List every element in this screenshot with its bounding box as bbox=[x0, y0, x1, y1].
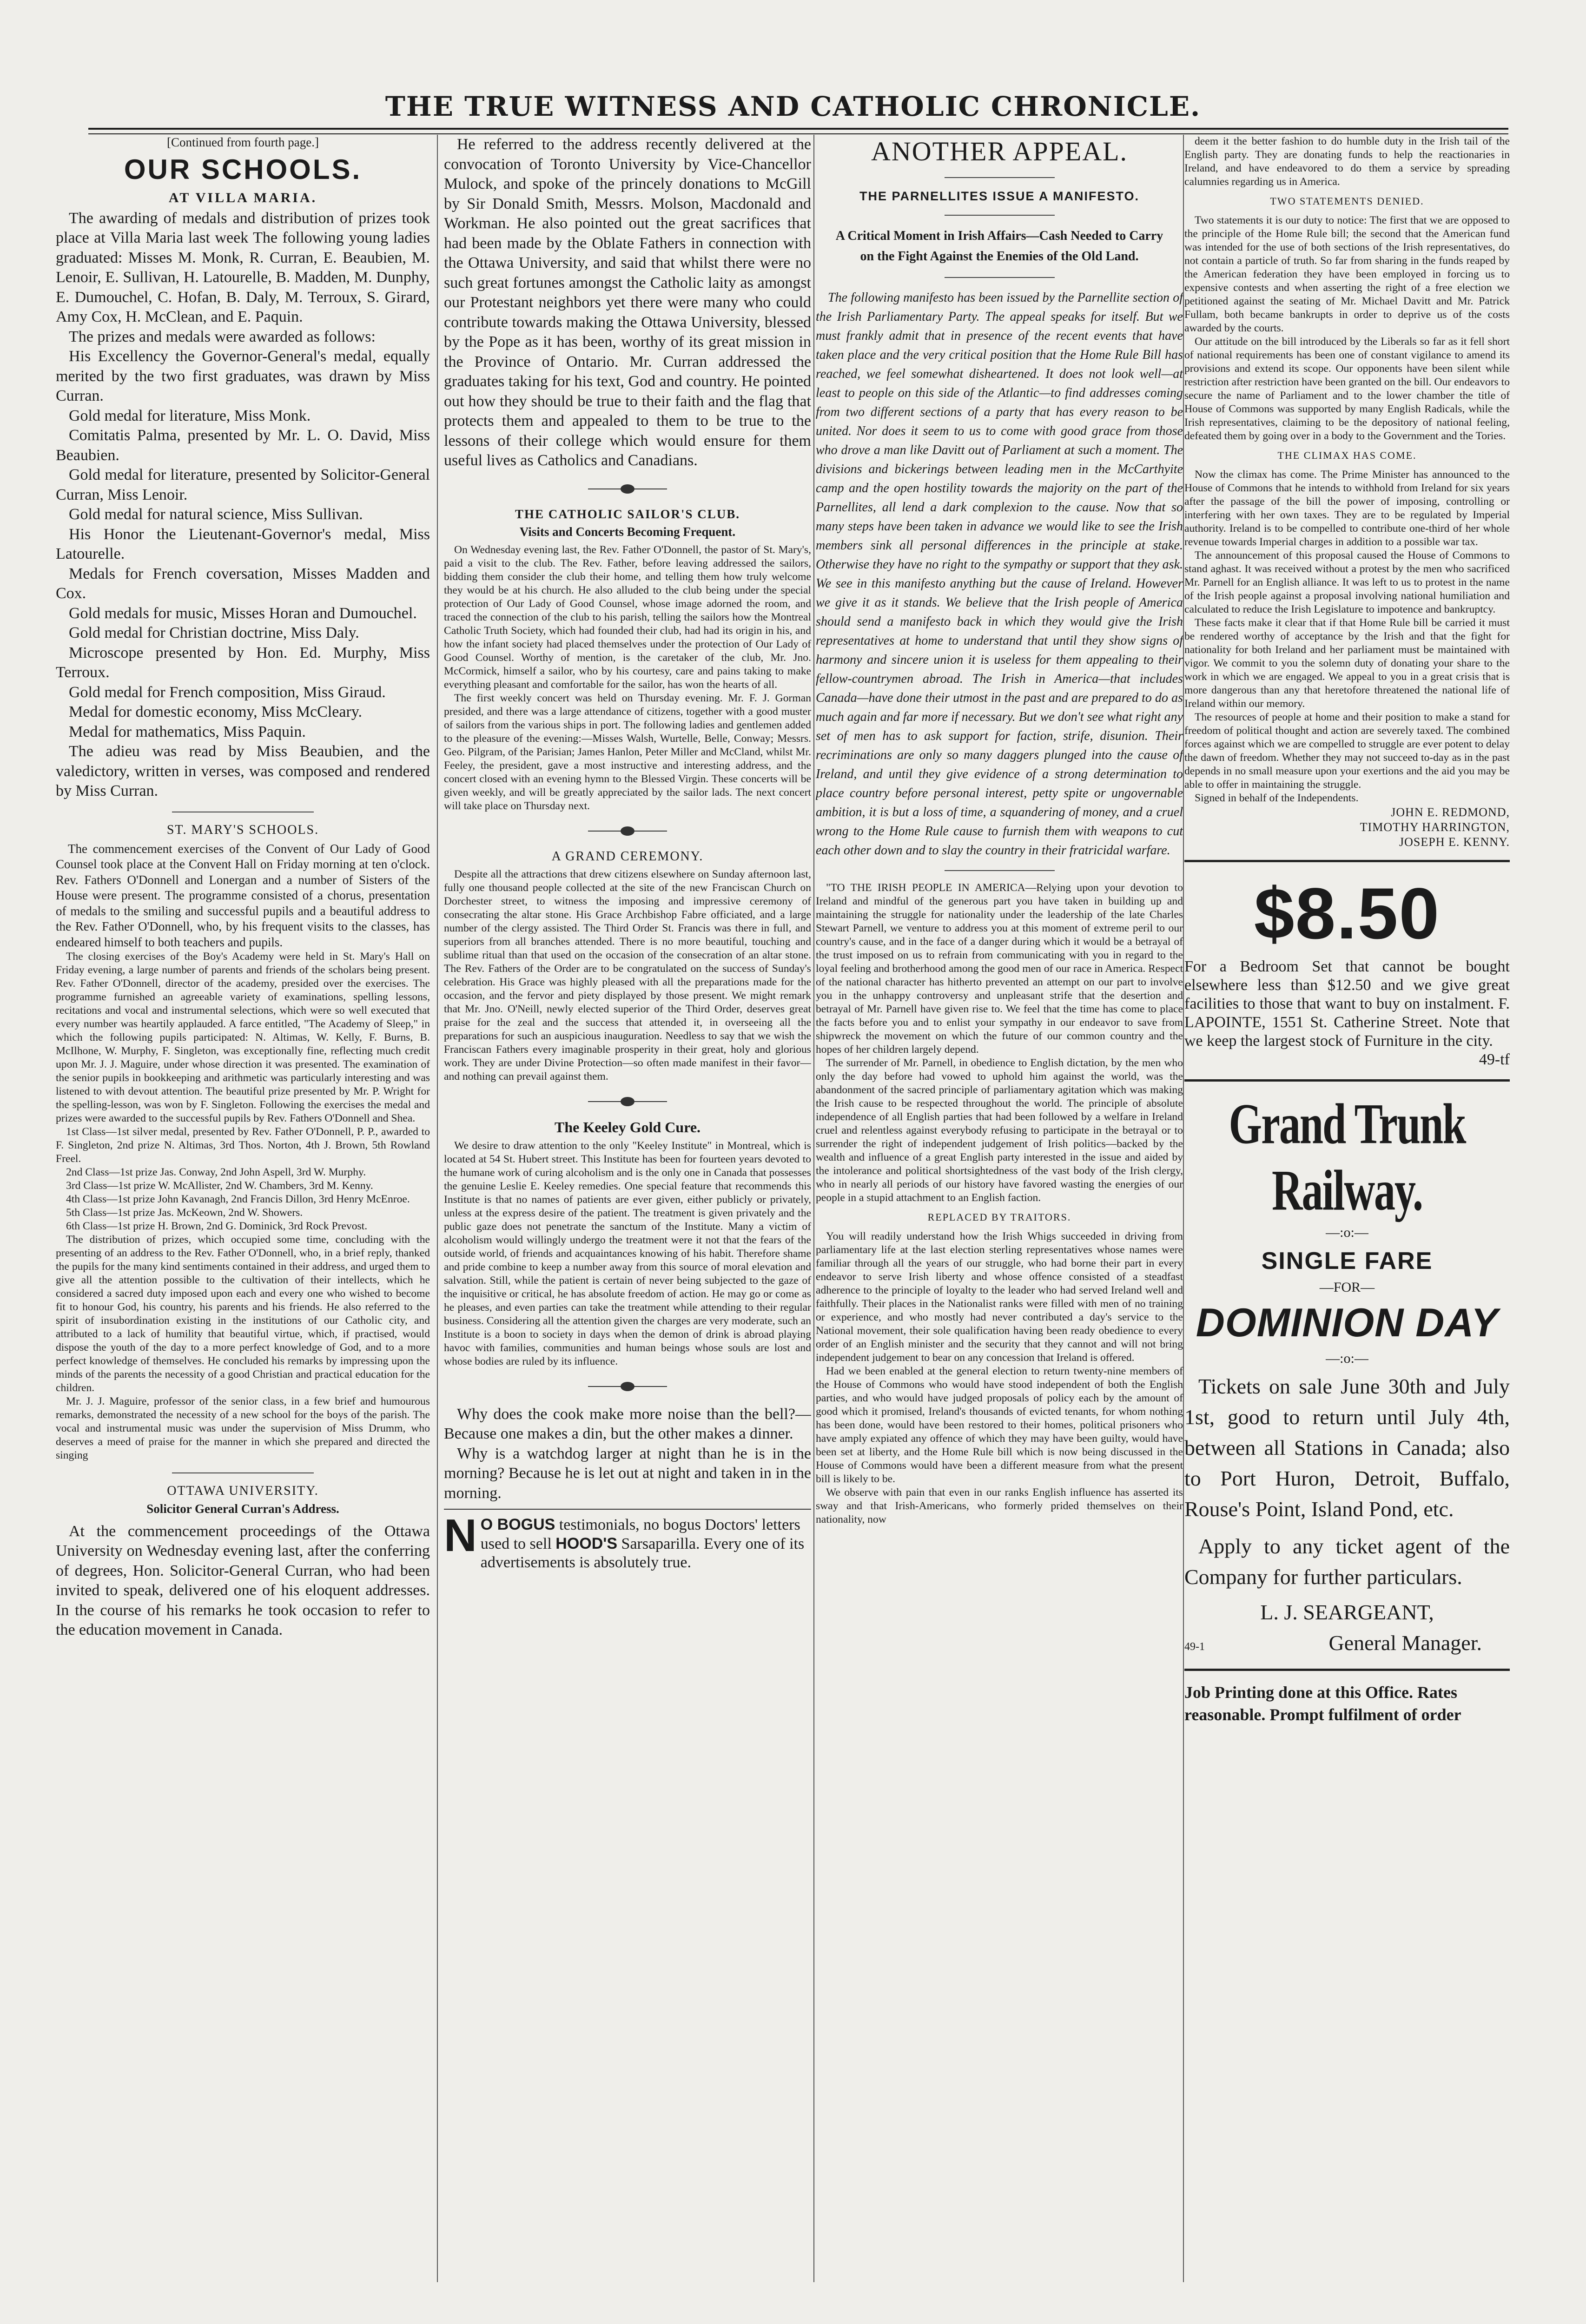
replaced-by-traitors-heading: REPLACED BY TRAITORS. bbox=[927, 1211, 1071, 1223]
paragraph: Microscope presented by Hon. Ed. Murphy, Miss Terroux. bbox=[56, 644, 430, 681]
paragraph: Had we been enabled at the general election to return twenty-nine members of the House of Commons who would have stood independent of both the English parties, and who would have judged proposals of policy each by the amount of good which it promised, Ireland's thousands of evicted tenants, for whom nothing has been done, would have been restored to their homes, political prisoners who have amply expiated any offence of which they may have been guilty, would have been set at liberty, and the Home Rule bill which is now being discussed in the House of Commons would have been a different measure from what the present bill is likely to be. bbox=[816, 1365, 1183, 1485]
climax-heading: THE CLIMAX HAS COME. bbox=[1277, 449, 1417, 461]
column-4 bbox=[1184, 135, 1510, 1726]
railway-title: Grand Trunk Railway. bbox=[1229, 1091, 1466, 1222]
paragraph: Gold medal for natural science, Miss Sullivan. bbox=[69, 506, 363, 523]
divider bbox=[172, 1472, 314, 1473]
column-2 bbox=[444, 135, 811, 1572]
paragraph: The awarding of medals and distribution of prizes took place at Villa Maria last week The following young ladies graduated: Misses M. Monk, R. Curran, E. Beaubien, M. Lenoir, E. Sullivan, H. Latourelle, B. Madden, M. Dunphy, E. Dumouchel, C. Hofan, B. Daly, M. Terroux, S. Girard, Amy Cox, H. McClean, and E. Paquin. bbox=[56, 209, 430, 325]
paragraph: Medals for French coversation, Misses Madden and Cox. bbox=[56, 565, 430, 602]
ad-brand: HOOD'S bbox=[555, 1535, 618, 1552]
sailors-club-subheading: Visits and Concerts Becoming Frequent. bbox=[519, 524, 736, 539]
column-divider bbox=[1183, 135, 1184, 2282]
column-divider bbox=[437, 135, 438, 2282]
paragraph: Medal for mathematics, Miss Paquin. bbox=[69, 723, 306, 740]
paragraph: The announcement of this proposal caused the House of Commons to stand aghast. It was received without a protest by the men who sacrificed Mr. Parnell for an English alliance. It was left to us to protest in the name of the Irish people against a proposal involving national humiliation and calculated to reduce the Irish Legislature to impotence and bankruptcy. bbox=[1184, 549, 1510, 615]
signer-name: JOSEPH E. KENNY. bbox=[1399, 835, 1510, 849]
our-schools-heading: OUR SCHOOLS. bbox=[124, 153, 362, 185]
paragraph: Gold medal for Christian doctrine, Miss Daly. bbox=[69, 624, 359, 641]
paragraph: 2nd Class—1st prize Jas. Conway, 2nd John Aspell, 3rd W. Murphy. bbox=[66, 1166, 366, 1178]
sailors-club-heading: THE CATHOLIC SAILOR'S CLUB. bbox=[515, 507, 740, 521]
column-3 bbox=[816, 135, 1183, 1526]
paragraph: 5th Class—1st prize Jas. McKeown, 2nd W. Showers. bbox=[66, 1207, 303, 1219]
ad-code: 49-1 bbox=[1184, 1641, 1205, 1653]
divider bbox=[945, 177, 1055, 178]
paragraph: 1st Class—1st silver medal, presented by Rev. Father O'Donnell, P. P., awarded to F. Singleton, 2nd prize N. Altimas, 3rd Thos. Norton, 4th J. Brown, 5th Rowland Freel. bbox=[56, 1126, 430, 1165]
paragraph: His Excellency the Governor-General's medal, equally merited by the two first graduates, was drawn by Miss Curran. bbox=[56, 348, 430, 404]
paragraph: The following manifesto has been issued by the Parnellite section of the Irish Parliamentary Party. The appeal speaks for itself. But we must frankly admit that in presence of the recent events that have taken place and the very critical position that the Home Rule Bill has reached, we feel somewhat disheartened. It does not look well—at least to people on this side of the Atlantic—to find addresses coming from two different sections of a party that has every reason to be united. Nor does it seem to us to come with good grace from those who drove a man like Davitt out of Parliament at such a moment. The divisions and bickerings between leading men in the McCarthyite camp and the open hostility towards the majority on the part of the Parnellites, all lend a dark complexion to the cause. Now that so many steps have been taken in advance we would like to see the Irish members sink all personal differences in the principle at stake. Otherwise they have no right to the sympathy or support that they ask. We see in this manifesto anything but the cause of Ireland. However we give it as it stands. We believe that the Irish people of America should send a manifesto back in which they would give the Irish representatives at home to understand that until they show signs of harmony and sincere union it is useless for them appealing to their fellow-countrymen abroad. The Irish in America—that includes Canada—have done their utmost in the past and are prepared to do as much again and far more if necessary. But we don't see what right any set of men has to ask support for faction, strife, disunion. Their recriminations are only so many daggers plunged into the cause of Ireland, and until they give evidence of a strong determination to place country before personal interest, petty spite or ungovernable ambition, it is but a loss of time, a squandering of money, and a cruel wrong to the Home Rule cause to furnish them with weapons to cut each other down and to slay the country in their fratricidal warfare. bbox=[816, 290, 1183, 858]
paragraph: Despite all the attractions that drew citizens elsewhere on Sunday afternoon last, fully one thousand people collected at the site of the new Franciscan Church on Dorchester street, to witness the imposing and impressive ceremony of consecrating the altar stone. His Grace Archbishop Fabre officiated, and a large number of the clergy assisted. The Third Order St. Francis was there in full, and superiors from all branches attended. There is no more beautiful, touching and sublime ritual than that used on the occasion of the consecration of an altar stone. The Rev. Fathers of the Order are to be congratulated on the success of Sunday's celebration. His Grace was highly pleased with all the preparations made for the occasion, and the fervor and piety displayed by those present. We might remark that Mr. Jno. O'Neill, newly elected superior of the Third Order, deserves great praise for the zeal and the success that attended it, in overseeing all the preparations for such an auspicious inauguration. Needless to say that we wish the Franciscan Fathers every imaginable prosperity in their great, holy and glorious work. They are under Divine Protection—so often made manifest in their favor—and nothing can prevail against them. bbox=[444, 868, 811, 1083]
divider bbox=[945, 870, 1055, 871]
ornament-divider bbox=[588, 826, 667, 836]
paragraph: The commencement exercises of the Convent of Our Lady of Good Counsel took place at the Convent Hall on Friday morning at ten o'clock. Rev. Fathers O'Donnell and Lonergan and a number of Sisters of the House were present. The programme consisted of a chorus, presentation of medals to the smiling and successful pupils and a beautiful address to the Rev. Father O'Donnell, who, by his frequent visits to the classes, has endeared himself to both teachers and pupils. bbox=[56, 841, 430, 949]
for-label: —FOR— bbox=[1319, 1280, 1375, 1295]
ad-lead: O BOGUS bbox=[480, 1516, 555, 1533]
ornament: —:o:— bbox=[1326, 1351, 1368, 1366]
paragraph: At the commencement proceedings of the Ottawa University on Wednesday evening last, after the conferring of degrees, Hon. Solicitor-General Curran, who had been invited to speak, delivered one of his eloquent addresses. In the course of his remarks he took occasion to refer to the education movement in Canada. bbox=[56, 1522, 430, 1638]
manager-name: L. J. SEARGEANT, bbox=[1260, 1600, 1434, 1624]
villa-maria-heading: AT VILLA MARIA. bbox=[168, 190, 317, 205]
ornament-divider bbox=[588, 1381, 667, 1392]
paragraph: Comitatis Palma, presented by Mr. L. O. David, Miss Beaubien. bbox=[56, 427, 430, 464]
divider bbox=[1184, 1669, 1510, 1671]
paragraph: Gold medals for music, Misses Horan and Dumouchel. bbox=[69, 604, 417, 622]
manager-title: General Manager. bbox=[1328, 1631, 1482, 1655]
paragraph: His Honor the Lieutenant-Governor's medal, Miss Latourelle. bbox=[56, 525, 430, 562]
paragraph: Gold medal for literature, Miss Monk. bbox=[69, 407, 311, 424]
paragraph: The distribution of prizes, which occupied some time, concluding with the presenting of an address to the Rev. Father O'Donnell, who, in a brief reply, thanked the pupils for the many kind sentiments contained in their address, and urged them to give all the attention possible to the cultivation of their intellects, which he considered a sacred duty imposed upon each and every one who wished to become fit to honour God, his country, his parents and his friends. He also referred to the spirit of insubordination existing in the institutions of our Catholic city, and attributed to a lack of humility that beautiful virtue, which, if practised, would dispose the youth of the day to a more perfect knowledge of God, and to a more perfect knowledge of themselves. He concluded his remarks by impressing upon the minds of the parents the necessity of a good Christian and practical education for the children. bbox=[56, 1234, 430, 1394]
two-statements-heading: TWO STATEMENTS DENIED. bbox=[1270, 195, 1424, 207]
paragraph: Two statements it is our duty to notice: The first that we are opposed to the principle of the Home Rule bill; the second that the American fund was intended for the use of both sections of the Irish representatives, do not contain a particle of truth. So far from sharing in the funds reaped by the American federation they have been employed in forcing us to expensive contests and when asserting the right of a free election we petitioned against the seating of Mr. Michael Davitt and Mr. Patrick Fullam, both became bankrupts in order to deprive us of the costs awarded by the courts. bbox=[1184, 214, 1510, 334]
paragraph: The adieu was read by Miss Beaubien, and the valedictory, written in verses, was composed and rendered by Miss Curran. bbox=[56, 743, 430, 799]
dominion-day-heading: DOMINION DAY bbox=[1196, 1301, 1499, 1345]
paragraph: Why is a watchdog larger at night than he is in the morning? Because he is let out at night and taken in in the morning. bbox=[444, 1445, 811, 1502]
masthead-rule bbox=[88, 128, 1508, 134]
tickets-text: Tickets on sale June 30th and July 1st, good to return until July 4th, between all Stations in Canada; also to Port Huron, Detroit, Buffalo, Rouse's Point, Island Pond, etc. bbox=[1184, 1374, 1510, 1521]
column-divider bbox=[813, 135, 814, 2282]
signer-name: JOHN E. REDMOND, bbox=[1391, 805, 1510, 819]
continued-note: [Continued from fourth page.] bbox=[167, 135, 319, 149]
ad-code: 49-tf bbox=[1479, 1051, 1510, 1068]
grand-trunk-ad bbox=[1184, 1091, 1510, 1658]
article-deck: A Critical Moment in Irish Affairs—Cash Needed to Carry on the Fight Against the Enemies of the Old Land. bbox=[835, 229, 1163, 264]
paragraph: We observe with pain that even in our ranks English influence has asserted its sway and that Irish-Americans, who formerly prided themselves on their nationality, now bbox=[816, 1486, 1183, 1525]
paragraph: Medal for domestic economy, Miss McCleary. bbox=[69, 703, 363, 720]
divider bbox=[1184, 1079, 1510, 1082]
paragraph: We desire to draw attention to the only "Keeley Institute" in Montreal, which is located at 54 St. Hubert street. This Institute has been for fourteen years devoted to the humane work of curing alcoholism and is the only one in Canada that possesses the genuine Leslie E. Keeley remedies. One special feature that recommends this Institute is that no names of patients are ever given, either publicly or privately, unless at the express desire of the patient. The treatment is given privately and the public gaze does not penetrate the sanctum of the Institute. Many a victim of alcoholism would willingly undergo the treatment were it not that the fears of the outside world, of friends and acquaintances knowing of his habit. Therefore shame and pride combine to keep a number away from this source of moral elevation and salvation. Still, while the patient is certain of never being subjected to the gaze of the inquisitive or critical, he has absolute freedom of action. He may go or come as he pleases, and even parties can take the treatment while attending to their regular business. Considering all the attention given the charges are very moderate, such an Institute is a boon to society in days when the demon of drink is abroad playing havoc with families, communities and human beings whose souls are lost and whose bodies are ruled by its influence. bbox=[444, 1139, 811, 1367]
paragraph: The prizes and medals were awarded as follows: bbox=[69, 328, 376, 345]
grand-ceremony-heading: A GRAND CEREMONY. bbox=[551, 849, 704, 864]
paragraph: Gold medal for literature, presented by Solicitor-General Curran, Miss Lenoir. bbox=[56, 466, 430, 503]
single-fare-heading: SINGLE FARE bbox=[1261, 1248, 1433, 1274]
hoods-sarsaparilla-ad bbox=[444, 1510, 811, 1572]
paragraph: 4th Class—1st prize John Kavanagh, 2nd Francis Dillon, 3rd Henry McEnroe. bbox=[66, 1193, 410, 1205]
keeley-heading: The Keeley Gold Cure. bbox=[554, 1119, 701, 1136]
paragraph: 3rd Class—1st prize W. McAllister, 2nd W. Chambers, 3rd M. Kenny. bbox=[66, 1180, 373, 1192]
drop-cap: N bbox=[444, 1510, 477, 1561]
villa-maria-article bbox=[56, 209, 430, 801]
paragraph: The surrender of Mr. Parnell, in obedience to English dictation, by the men who only the day before had vowed to uphold him against the world, was the abandonment of the sacred principle of parliamentary agitation which was making the Irish cause to be respected throughout the world. The principle of absolute independence of all English parties that had been followed by a welfare in Ireland cruel and relentless against everybody refusing to participate in the betrayal or to surrender the right of independent judgement of Irish politics—backed by the wealth and influence of a great English party interested in the issue and aided by the intolerance and political shortsightedness of the vast body of the Irish clergy, who in nearly all periods of our history have favored wasting the energies of our people in a stupid attachment to an English faction. bbox=[816, 1057, 1183, 1204]
paragraph: 6th Class—1st prize H. Brown, 2nd G. Dominick, 3rd Rock Prevost. bbox=[66, 1220, 368, 1232]
masthead bbox=[0, 9, 1586, 139]
paragraph: On Wednesday evening last, the Rev. Father O'Donnell, the pastor of St. Mary's, paid a visit to the club. The Rev. Father, before leaving addressed the sailors, bidding them consider the club their home, and telling them how truly welcome they would be at his church. He also alluded to the club being under the special protection of Our Lady of Good Counsel, whose image adorned the room, and traced the connection of the club to his parish, telling the sailors how the Montreal Catholic Truth Society, which had founded their club, had had its origin in his, and how the infant society had placed themselves under the protection of Our Lady of Good Counsel. Worthy of mention, is the caretaker of the club, Mr. Jno. McCormick, himself a sailor, who by his courtesy, care and pains taking to make everything pleasant and comfortable for the sailor, has won the hearts of all. bbox=[444, 544, 811, 691]
price-headline: $8.50 bbox=[1254, 873, 1441, 954]
newspaper-title: THE TRUE WITNESS AND CATHOLIC CHRONICLE. bbox=[385, 91, 1201, 122]
paragraph: Signed in behalf of the Independents. bbox=[1195, 792, 1359, 804]
manifesto-subheading: THE PARNELLITES ISSUE A MANIFESTO. bbox=[859, 189, 1140, 203]
column-1 bbox=[56, 135, 430, 1640]
paragraph: The resources of people at home and their position to make a stand for freedom of political thought and action are severely taxed. The combined forces against which we are compelled to struggle are ever potent to delay the dawn of freedom. Whether they may not succeed to-day as in the past depends in no small measure upon your exertions and the aid you may be able to offer in maintaining the struggle. bbox=[1184, 711, 1510, 791]
furniture-ad-text: For a Bedroom Set that cannot be bought elsewhere less than $12.50 and we give great facilities to those that want to buy on instalment. F. LAPOINTE, 1551 St. Catherine Street. Note that we keep the largest stock of Furniture in the city. bbox=[1184, 958, 1510, 1050]
paragraph: You will readily understand how the Irish Whigs succeeded in driving from parliamentary life at the last election sterling representatives whose names were familiar through all the years of our struggle, who had borne their part in every endeavor to serve Irish liberty and whose offence consisted of a steadfast adherence to the principle of loyalty to the leader who had served Ireland well and faithfully. Their places in the Nationalist ranks were filled with men of no training or experience, and who mostly had never contributed a day's service to the National movement, their sole qualification having been ready obedience to every order of an English minister and the security that they cannot and will not bring independent judgement to bear on any concession that Ireland is offered. bbox=[816, 1230, 1183, 1364]
paragraph: Mr. J. J. Maguire, professor of the senior class, in a few brief and humourous remarks, demonstrated the necessity of a new school for the boys of the parish. The vocal and instrumental music was under the supervision of Miss Drumm, who deserves a meed of praise for the manner in which she prepared and directed the singing bbox=[56, 1395, 430, 1461]
another-appeal-heading: ANOTHER APPEAL. bbox=[871, 136, 1128, 166]
ornament: —:o:— bbox=[1326, 1225, 1368, 1240]
signer-name: TIMOTHY HARRINGTON, bbox=[1360, 820, 1510, 834]
ornament-divider bbox=[588, 1096, 667, 1107]
divider bbox=[444, 1509, 811, 1510]
ad-text: Sarsaparilla. Every one of its advertisements is absolutely true. bbox=[480, 1535, 805, 1571]
paragraph: Our attitude on the bill introduced by the Liberals so far as it fell short of national requirements has been one of constant vigilance to amend its provisions and extend its scope. Our opponents have been silent while restriction after restriction have been granted on the bill. Our endeavors to secure the name of Parliament and to the lower chamber the title of House of Commons was supported by many English Radicals, while the Irish representatives, claiming to be the depository of national feeling, defeated them by going over in a body to the Government and the Tories. bbox=[1184, 336, 1510, 442]
divider bbox=[1184, 860, 1510, 862]
paragraph: He referred to the address recently delivered at the convocation of Toronto University by Vice-Chancellor Mulock, and spoke of the princely donations to McGill by Sir Donald Smith, Messrs. Molson, Macdonald and Workman. He also pointed out the great sacrifices that had been made by the Oblate Fathers in connection with the Ottawa University, and said that whilst there were no such great fortunes amongst the Catholic laity as amongst our Protestant neighbors yet there were many who could contribute towards making the Ottawa University, blessed by the Pope as it has been, worthy of its great mission in the Province of Ontario. Mr. Curran addressed the graduates taking for his text, God and country. He pointed out how they should be true to their faith and the flag that protects them and appealed to them to be true to the lessons of their college which would ensure for them useful lives as Catholics and Canadians. bbox=[444, 136, 811, 469]
divider bbox=[945, 277, 1055, 278]
apply-text: Apply to any ticket agent of the Company for further particulars. bbox=[1184, 1534, 1510, 1589]
paragraph: The closing exercises of the Boy's Academy were held in St. Mary's Hall on Friday evening, a large number of parents and friends of the scholars being present. Rev. Father O'Donnell, director of the academy, presided over the exercises. The programme furnished an agreeable variety of examinations, spelling lessons, recitations and vocal and instrumental selections, which were so well executed that every number was heartily applauded. A farce entitled, "The Academy of Sleep," in which the following pupils participated: N. Altimas, W. Kelly, F. Burns, B. McIlhone, W. Murphy, F. Singleton, was exceptionally fine, reflecting much credit upon Mr. J. J. Maguire, under whose direction it was presented. The examination of the senior pupils in bookkeeping and arithmetic was particularly interesting and was listened to with devout attention. The beautiful prize presented by Mr. P. Wright for the spelling-lesson, was won by F. Singleton. Following the exercises the medal and prizes were awarded to the successful pupils by Rev. Fathers O'Donnell and Shea. bbox=[56, 951, 430, 1124]
paragraph: These facts make it clear that if that Home Rule bill be carried it must be rendered worthy of acceptance by the Irish and that the fight for nationality for both Ireland and her parliament must be maintained with vigor. We commit to you the solemn duty of donating your share to the work in which we are engaged. We appeal to you in a great crisis that is more dangerous than any that heretofore threatened the national life of Ireland within our memory. bbox=[1184, 617, 1510, 710]
ottawa-subheading: Solicitor General Curran's Address. bbox=[146, 1502, 339, 1516]
ornament-divider bbox=[588, 484, 667, 494]
ottawa-university-heading: OTTAWA UNIVERSITY. bbox=[167, 1484, 319, 1498]
paragraph: Now the climax has come. The Prime Minister has announced to the House of Commons that he intends to withhold from Ireland for six years after the passage of the bill the power of imposing, controlling or interfering with her own taxes. They are to be regulated by Imperial authority. Ireland is to be compelled to contribute one-third of her whole revenue towards Imperial charges in addition to a possible war tax. bbox=[1184, 469, 1510, 548]
paragraph: Why does the cook make more noise than the bell?—Because one makes a din, but the other makes a dinner. bbox=[444, 1405, 811, 1442]
ad-text: testimonials, no bogus Doctors' letters used to sell bbox=[480, 1516, 800, 1552]
paragraph: The first weekly concert was held on Thursday evening. Mr. F. J. Gorman presided, and there was a large attendance of citizens, together with a good muster of sailors from the various ships in port. The following ladies and gentlemen added to the pleasure of the evening:—Misses Walsh, Wurtelle, Belle, Conway; Messrs. Geo. Pilgram, of the Parisian; James Hanlon, Peter Miller and McCland, whilst Mr. Feeley, the president, gave a most instructive and interesting address, and the concert closed with an evening hymn to the Blessed Virgin. These concerts will be given weekly, and will be greatly appreciated by the sailor lads. The next concert will take place on Thursday next. bbox=[444, 692, 811, 812]
paragraph: Gold medal for French composition, Miss Giraud. bbox=[69, 683, 386, 701]
furniture-ad bbox=[1184, 872, 1510, 1069]
st-marys-article bbox=[56, 841, 430, 1463]
job-printing-ad: Job Printing done at this Office. Rates reasonable. Prompt fulfilment of order bbox=[1184, 1683, 1461, 1724]
st-marys-heading: ST. MARY'S SCHOOLS. bbox=[166, 822, 319, 837]
paragraph: "TO THE IRISH PEOPLE IN AMERICA—Relying upon your devotion to Ireland and mindful of the generous part you have taken in building up and maintaining the struggle for nationality under the leadership of the late Charles Stewart Parnell, we venture to address you at this moment of extreme peril to our country's cause, and in the face of a danger during which it would be a betrayal of the trust imposed on us to refrain from communicating with you in regard to the loyal feeling and brotherhood among the good men of our race in America. Respect of the national character has hitherto prevented an attempt on our part to involve you in the unhappy controversy and unpleasant strife that the desertion and betrayal of Mr. Parnell have given rise to. We feel that the time has come to place the facts before you and to enlist your sympathy in our endeavor to save from shipwreck the movement on which the future of our common country and the hopes of her children largely depend. bbox=[816, 882, 1183, 1056]
paragraph: deem it the better fashion to do humble duty in the Irish tail of the English party. They are donating funds to help the reactionaries in Ireland, and have endeavored to do them a service by spreading calumnies regarding us in America. bbox=[1184, 135, 1510, 188]
divider bbox=[945, 215, 1055, 216]
